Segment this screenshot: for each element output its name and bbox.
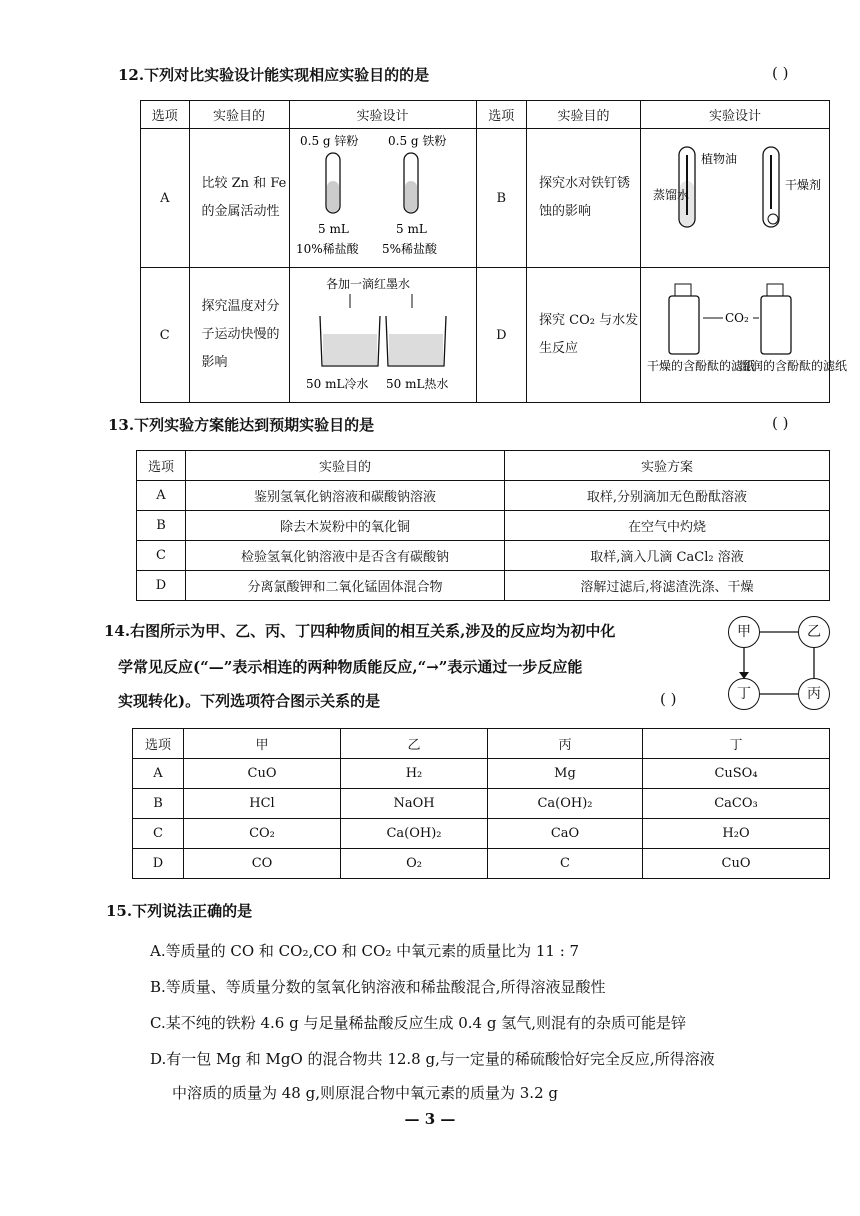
q14-header-jia: 甲	[184, 729, 341, 759]
q12-answer-paren: ( )	[772, 64, 789, 82]
q13-row-a-plan: 取样,分别滴加无色酚酞溶液	[505, 481, 830, 511]
co2-bottles-figure	[641, 268, 848, 398]
q12-header-purpose: 实验目的	[189, 101, 289, 129]
q14-stem-line3: 实现转化)。下列选项符合图示关系的是	[118, 692, 381, 710]
q13-row-a-purpose: 鉴别氢氧化钠溶液和碳酸钠溶液	[186, 481, 505, 511]
q14-table	[132, 728, 830, 879]
q12-option-b: B	[476, 129, 526, 268]
q13-row-d-purpose: 分离氯酸钾和二氧化锰固体混合物	[186, 571, 505, 601]
q12-purpose-d: 探究 CO₂ 与水发生反应	[527, 268, 641, 403]
label-vegetable-oil: 植物油	[701, 152, 738, 166]
q14-row-b-yi: NaOH	[341, 789, 488, 819]
table-row	[137, 511, 830, 541]
table-row	[133, 849, 830, 879]
q14-row-a-yi: H₂	[341, 759, 488, 789]
q15-option-a: A.等质量的 CO 和 CO₂,CO 和 CO₂ 中氧元素的质量比为 11 : 7	[150, 942, 580, 960]
q14-row-d-yi: O₂	[341, 849, 488, 879]
node-bing: 丙	[798, 678, 830, 710]
q12-design-a	[289, 129, 476, 268]
q14-row-b-ding: CaCO₃	[643, 789, 830, 819]
q14-row-c-yi: Ca(OH)₂	[341, 819, 488, 849]
q14-header-ding: 丁	[643, 729, 830, 759]
q12-header-option-2: 选项	[476, 101, 526, 129]
label-cold-water: 50 mL冷水	[305, 377, 368, 391]
node-jia: 甲	[728, 616, 760, 648]
q14-row-b-jia: HCl	[184, 789, 341, 819]
q14-relation-diagram	[726, 614, 836, 714]
q12-header-option: 选项	[141, 101, 190, 129]
q13-row-d-option: D	[137, 571, 186, 601]
q14-stem-line2: 学常见反应(“—”表示相连的两种物质能反应,“→”表示通过一步反应能	[118, 658, 583, 676]
q14-row-a-bing: Mg	[488, 759, 643, 789]
q15-option-c: C.某不纯的铁粉 4.6 g 与足量稀盐酸反应生成 0.4 g 氢气,则混有的杂质可能是锌	[150, 1014, 687, 1032]
q14-header-bing: 丙	[488, 729, 643, 759]
q14-row-b-bing: Ca(OH)₂	[488, 789, 643, 819]
q12-option-c: C	[141, 268, 190, 403]
q14-row-c-option: C	[133, 819, 184, 849]
label-iron-powder: 0.5 g 铁粉	[387, 134, 446, 148]
test-tubes-zn-fe-figure	[290, 129, 476, 263]
label-distilled-water: 蒸馏水	[653, 188, 690, 202]
q15-stem: 15.下列说法正确的是	[106, 902, 253, 920]
label-desiccant: 干燥剂	[785, 178, 822, 192]
q13-row-b-option: B	[137, 511, 186, 541]
q14-row-d-option: D	[133, 849, 184, 879]
q13-row-b-purpose: 除去木炭粉中的氧化铜	[186, 511, 505, 541]
q14-row-c-jia: CO₂	[184, 819, 341, 849]
table-row	[137, 541, 830, 571]
label-zinc-powder: 0.5 g 锌粉	[299, 134, 358, 148]
label-dry-paper: 干燥的含酚酞的滤纸	[647, 359, 756, 373]
beakers-ink-figure	[290, 268, 476, 398]
node-ding: 丁	[728, 678, 760, 710]
q12-header-design-2: 实验设计	[641, 101, 830, 129]
q13-row-c-plan: 取样,滴入几滴 CaCl₂ 溶液	[505, 541, 830, 571]
q12-option-d: D	[476, 268, 526, 403]
q12-purpose-c: 探究温度对分子运动快慢的影响	[189, 268, 289, 403]
q14-row-c-bing: CaO	[488, 819, 643, 849]
q13-header-purpose: 实验目的	[186, 451, 505, 481]
table-row	[133, 789, 830, 819]
iron-nail-rusting-figure	[641, 129, 829, 263]
q13-header-option: 选项	[137, 451, 186, 481]
q13-answer-paren: ( )	[772, 414, 789, 432]
label-volume-1: 5 mL	[317, 222, 349, 236]
label-wet-paper: 湿润的含酚酞的滤纸	[739, 359, 848, 373]
q14-row-d-bing: C	[488, 849, 643, 879]
q13-row-c-purpose: 检验氢氧化钠溶液中是否含有碳酸钠	[186, 541, 505, 571]
page-number: — 3 —	[404, 1110, 456, 1128]
label-red-ink: 各加一滴红墨水	[325, 277, 410, 291]
label-co2: CO₂	[725, 311, 749, 325]
q14-header-yi: 乙	[341, 729, 488, 759]
table-row	[133, 759, 830, 789]
q13-row-b-plan: 在空气中灼烧	[505, 511, 830, 541]
q14-row-b-option: B	[133, 789, 184, 819]
q13-table	[136, 450, 830, 601]
q12-stem: 12.下列对比实验设计能实现相应实验目的的是	[118, 66, 430, 84]
q12-design-c	[289, 268, 476, 403]
q13-stem: 13.下列实验方案能达到预期实验目的是	[108, 416, 375, 434]
label-volume-2: 5 mL	[395, 222, 427, 236]
q13-row-d-plan: 溶解过滤后,将滤渣洗涤、干燥	[505, 571, 830, 601]
q15-option-b: B.等质量、等质量分数的氢氧化钠溶液和稀盐酸混合,所得溶液显酸性	[150, 978, 606, 996]
q13-header-plan: 实验方案	[505, 451, 830, 481]
q14-header-option: 选项	[133, 729, 184, 759]
q14-row-d-jia: CO	[184, 849, 341, 879]
node-yi: 乙	[798, 616, 830, 648]
table-row	[137, 481, 830, 511]
q14-row-a-option: A	[133, 759, 184, 789]
q14-row-d-ding: CuO	[643, 849, 830, 879]
q15-option-d-continued: 中溶质的质量为 48 g,则原混合物中氧元素的质量为 3.2 g	[172, 1084, 558, 1102]
q14-row-a-jia: CuO	[184, 759, 341, 789]
table-row	[137, 571, 830, 601]
q15-option-d: D.有一包 Mg 和 MgO 的混合物共 12.8 g,与一定量的稀硫酸恰好完全反应,所得溶液	[150, 1050, 715, 1068]
q14-stem-line1: 14.右图所示为甲、乙、丙、丁四种物质间的相互关系,涉及的反应均为初中化	[104, 622, 616, 640]
label-acid-5pct: 5%稀盐酸	[381, 242, 437, 256]
q12-design-b	[641, 129, 830, 268]
q12-table	[140, 100, 848, 403]
label-hot-water: 50 mL热水	[385, 377, 448, 391]
q12-option-a: A	[141, 129, 190, 268]
q12-header-purpose-2: 实验目的	[527, 101, 641, 129]
q12-purpose-a: 比较 Zn 和 Fe 的金属活动性	[189, 129, 289, 268]
q12-header-design: 实验设计	[289, 101, 476, 129]
q12-design-d	[641, 268, 848, 403]
q14-row-c-ding: H₂O	[643, 819, 830, 849]
q14-row-a-ding: CuSO₄	[643, 759, 830, 789]
q13-row-c-option: C	[137, 541, 186, 571]
q13-row-a-option: A	[137, 481, 186, 511]
q14-answer-paren: ( )	[660, 690, 677, 708]
label-acid-10pct: 10%稀盐酸	[295, 242, 359, 256]
q12-purpose-b: 探究水对铁钉锈蚀的影响	[527, 129, 641, 268]
table-row	[133, 819, 830, 849]
